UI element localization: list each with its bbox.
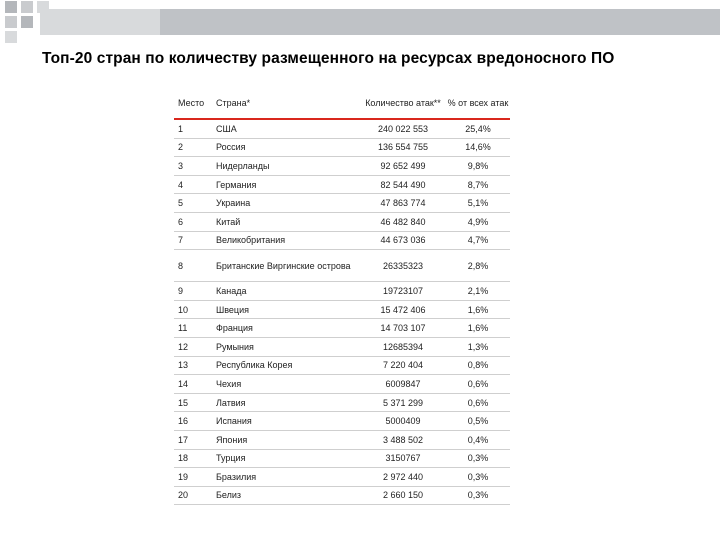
table-row xyxy=(174,393,510,412)
table-row xyxy=(174,449,510,468)
cell-share: 2,1% xyxy=(442,282,510,301)
header-band-fade xyxy=(40,9,160,35)
cell-count: 2 660 150 xyxy=(360,486,442,505)
cell-country: Британские Виргинские острова xyxy=(212,250,360,282)
cell-place: 13 xyxy=(174,356,212,375)
cell-count: 44 673 036 xyxy=(360,231,442,250)
cell-country: США xyxy=(212,119,360,138)
cell-country: Испания xyxy=(212,412,360,431)
cell-country: Германия xyxy=(212,175,360,194)
cell-place: 7 xyxy=(174,231,212,250)
cell-count: 7 220 404 xyxy=(360,356,442,375)
header-band xyxy=(150,9,720,35)
cell-country: Франция xyxy=(212,319,360,338)
slide-decoration xyxy=(0,0,720,44)
table-row xyxy=(174,375,510,394)
cell-share: 1,6% xyxy=(442,300,510,319)
table-row xyxy=(174,175,510,194)
table-row xyxy=(174,282,510,301)
cell-count: 3 488 502 xyxy=(360,430,442,449)
table-row xyxy=(174,250,510,282)
cell-share: 9,8% xyxy=(442,157,510,176)
cell-country: Япония xyxy=(212,430,360,449)
cell-count: 136 554 755 xyxy=(360,138,442,157)
cell-share: 0,6% xyxy=(442,393,510,412)
cell-place: 11 xyxy=(174,319,212,338)
table-row xyxy=(174,337,510,356)
cell-share: 0,8% xyxy=(442,356,510,375)
table-body xyxy=(174,119,510,505)
cell-share: 0,3% xyxy=(442,449,510,468)
table-row xyxy=(174,486,510,505)
cell-share: 2,8% xyxy=(442,250,510,282)
cell-share: 4,9% xyxy=(442,212,510,231)
table-row xyxy=(174,212,510,231)
slide-title: Топ-20 стран по количеству размещенного на ресурсах вредоносного ПО xyxy=(42,50,615,67)
cell-share: 0,4% xyxy=(442,430,510,449)
cell-place: 17 xyxy=(174,430,212,449)
table-row xyxy=(174,356,510,375)
cell-share: 1,3% xyxy=(442,337,510,356)
cell-share: 25,4% xyxy=(442,119,510,138)
cell-share: 0,3% xyxy=(442,486,510,505)
ranking-table xyxy=(174,88,510,505)
cell-count: 2 972 440 xyxy=(360,468,442,487)
deco-square xyxy=(5,31,17,43)
cell-share: 0,5% xyxy=(442,412,510,431)
table-row xyxy=(174,138,510,157)
table-row xyxy=(174,231,510,250)
table-row xyxy=(174,412,510,431)
cell-count: 14 703 107 xyxy=(360,319,442,338)
cell-count: 3150767 xyxy=(360,449,442,468)
cell-place: 20 xyxy=(174,486,212,505)
cell-count: 46 482 840 xyxy=(360,212,442,231)
cell-place: 4 xyxy=(174,175,212,194)
cell-place: 6 xyxy=(174,212,212,231)
cell-count: 12685394 xyxy=(360,337,442,356)
cell-count: 26335323 xyxy=(360,250,442,282)
cell-place: 15 xyxy=(174,393,212,412)
cell-count: 240 022 553 xyxy=(360,119,442,138)
cell-share: 0,6% xyxy=(442,375,510,394)
cell-place: 19 xyxy=(174,468,212,487)
cell-country: Россия xyxy=(212,138,360,157)
cell-place: 5 xyxy=(174,194,212,213)
table-row xyxy=(174,430,510,449)
deco-square xyxy=(37,1,49,13)
table-row xyxy=(174,157,510,176)
ranking-table-container xyxy=(174,88,510,505)
cell-place: 10 xyxy=(174,300,212,319)
cell-count: 15 472 406 xyxy=(360,300,442,319)
cell-country: Республика Корея xyxy=(212,356,360,375)
header-share: % от всех атак xyxy=(442,88,510,119)
deco-square xyxy=(5,1,17,13)
cell-country: Чехия xyxy=(212,375,360,394)
header-place: Место xyxy=(174,88,212,119)
cell-share: 8,7% xyxy=(442,175,510,194)
cell-place: 18 xyxy=(174,449,212,468)
cell-count: 6009847 xyxy=(360,375,442,394)
table-row xyxy=(174,300,510,319)
cell-country: Китай xyxy=(212,212,360,231)
cell-count: 5000409 xyxy=(360,412,442,431)
cell-count: 5 371 299 xyxy=(360,393,442,412)
cell-count: 19723107 xyxy=(360,282,442,301)
deco-square xyxy=(21,16,33,28)
cell-share: 1,6% xyxy=(442,319,510,338)
cell-place: 12 xyxy=(174,337,212,356)
cell-place: 14 xyxy=(174,375,212,394)
header-count: Количество атак** xyxy=(360,88,442,119)
cell-place: 9 xyxy=(174,282,212,301)
cell-count: 82 544 490 xyxy=(360,175,442,194)
cell-country: Турция xyxy=(212,449,360,468)
table-header-row xyxy=(174,88,510,119)
cell-place: 1 xyxy=(174,119,212,138)
cell-share: 14,6% xyxy=(442,138,510,157)
cell-country: Канада xyxy=(212,282,360,301)
header-country: Страна* xyxy=(212,88,360,119)
cell-country: Латвия xyxy=(212,393,360,412)
cell-count: 47 863 774 xyxy=(360,194,442,213)
cell-place: 16 xyxy=(174,412,212,431)
cell-place: 3 xyxy=(174,157,212,176)
cell-country: Великобритания xyxy=(212,231,360,250)
cell-count: 92 652 499 xyxy=(360,157,442,176)
deco-square xyxy=(21,1,33,13)
cell-place: 8 xyxy=(174,250,212,282)
cell-country: Украина xyxy=(212,194,360,213)
cell-country: Бразилия xyxy=(212,468,360,487)
cell-place: 2 xyxy=(174,138,212,157)
cell-country: Швеция xyxy=(212,300,360,319)
cell-share: 5,1% xyxy=(442,194,510,213)
deco-square xyxy=(5,16,17,28)
cell-country: Румыния xyxy=(212,337,360,356)
cell-country: Нидерланды xyxy=(212,157,360,176)
table-row xyxy=(174,468,510,487)
cell-country: Белиз xyxy=(212,486,360,505)
table-row xyxy=(174,194,510,213)
table-row xyxy=(174,319,510,338)
table-row xyxy=(174,119,510,138)
cell-share: 4,7% xyxy=(442,231,510,250)
cell-share: 0,3% xyxy=(442,468,510,487)
